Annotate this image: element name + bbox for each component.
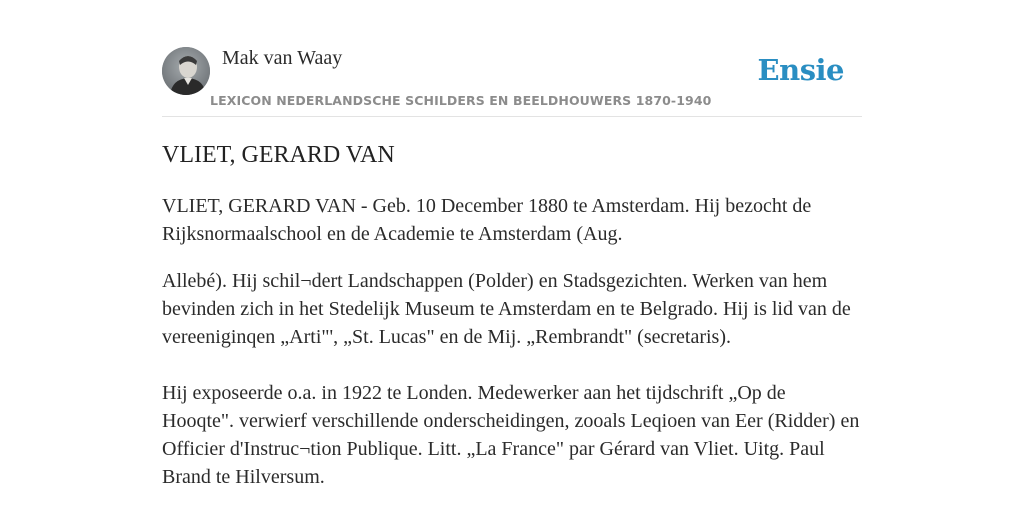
article-body	[162, 192, 862, 491]
article-paragraph: Allebé). Hij schil¬dert Landschappen (Polder) en Stadsgezichten. Werken van hem bevinden zich in het Stedelijk Museum te Amsterdam en te Belgrado. Hij is lid van de vereeniginqen „Arti"', „St. Lucas" en de Mij. „Rembrandt" (secretaris).	[162, 270, 851, 348]
article-paragraph: Hij exposeerde o.a. in 1922 te Londen. Medewerker aan het tijdschrift „Op de Hooqte". verwierf verschillende onderscheidingen, zooals Leqioen van Eer (Ridder) en Officier d'Instruc¬tion Publique. Litt. „La France" par Gérard van Vliet. Uitg. Paul Brand te Hilversum.	[162, 382, 860, 488]
article-title: VLIET, GERARD VAN	[162, 142, 395, 168]
author-name[interactable]: Mak van Waay	[222, 47, 343, 69]
lexicon-subtitle[interactable]: LEXICON NEDERLANDSCHE SCHILDERS EN BEELDHOUWERS 1870-1940	[210, 93, 712, 108]
portrait-icon	[162, 47, 210, 95]
page	[162, 0, 862, 488]
header	[162, 0, 862, 117]
article-paragraph: VLIET, GERARD VAN - Geb. 10 December 1880 te Amsterdam. Hij bezocht de Rijksnormaalschool en de Academie te Amsterdam (Aug.	[162, 195, 812, 245]
ensie-logo[interactable]: Ensie	[757, 53, 844, 87]
author-avatar[interactable]	[162, 47, 210, 95]
